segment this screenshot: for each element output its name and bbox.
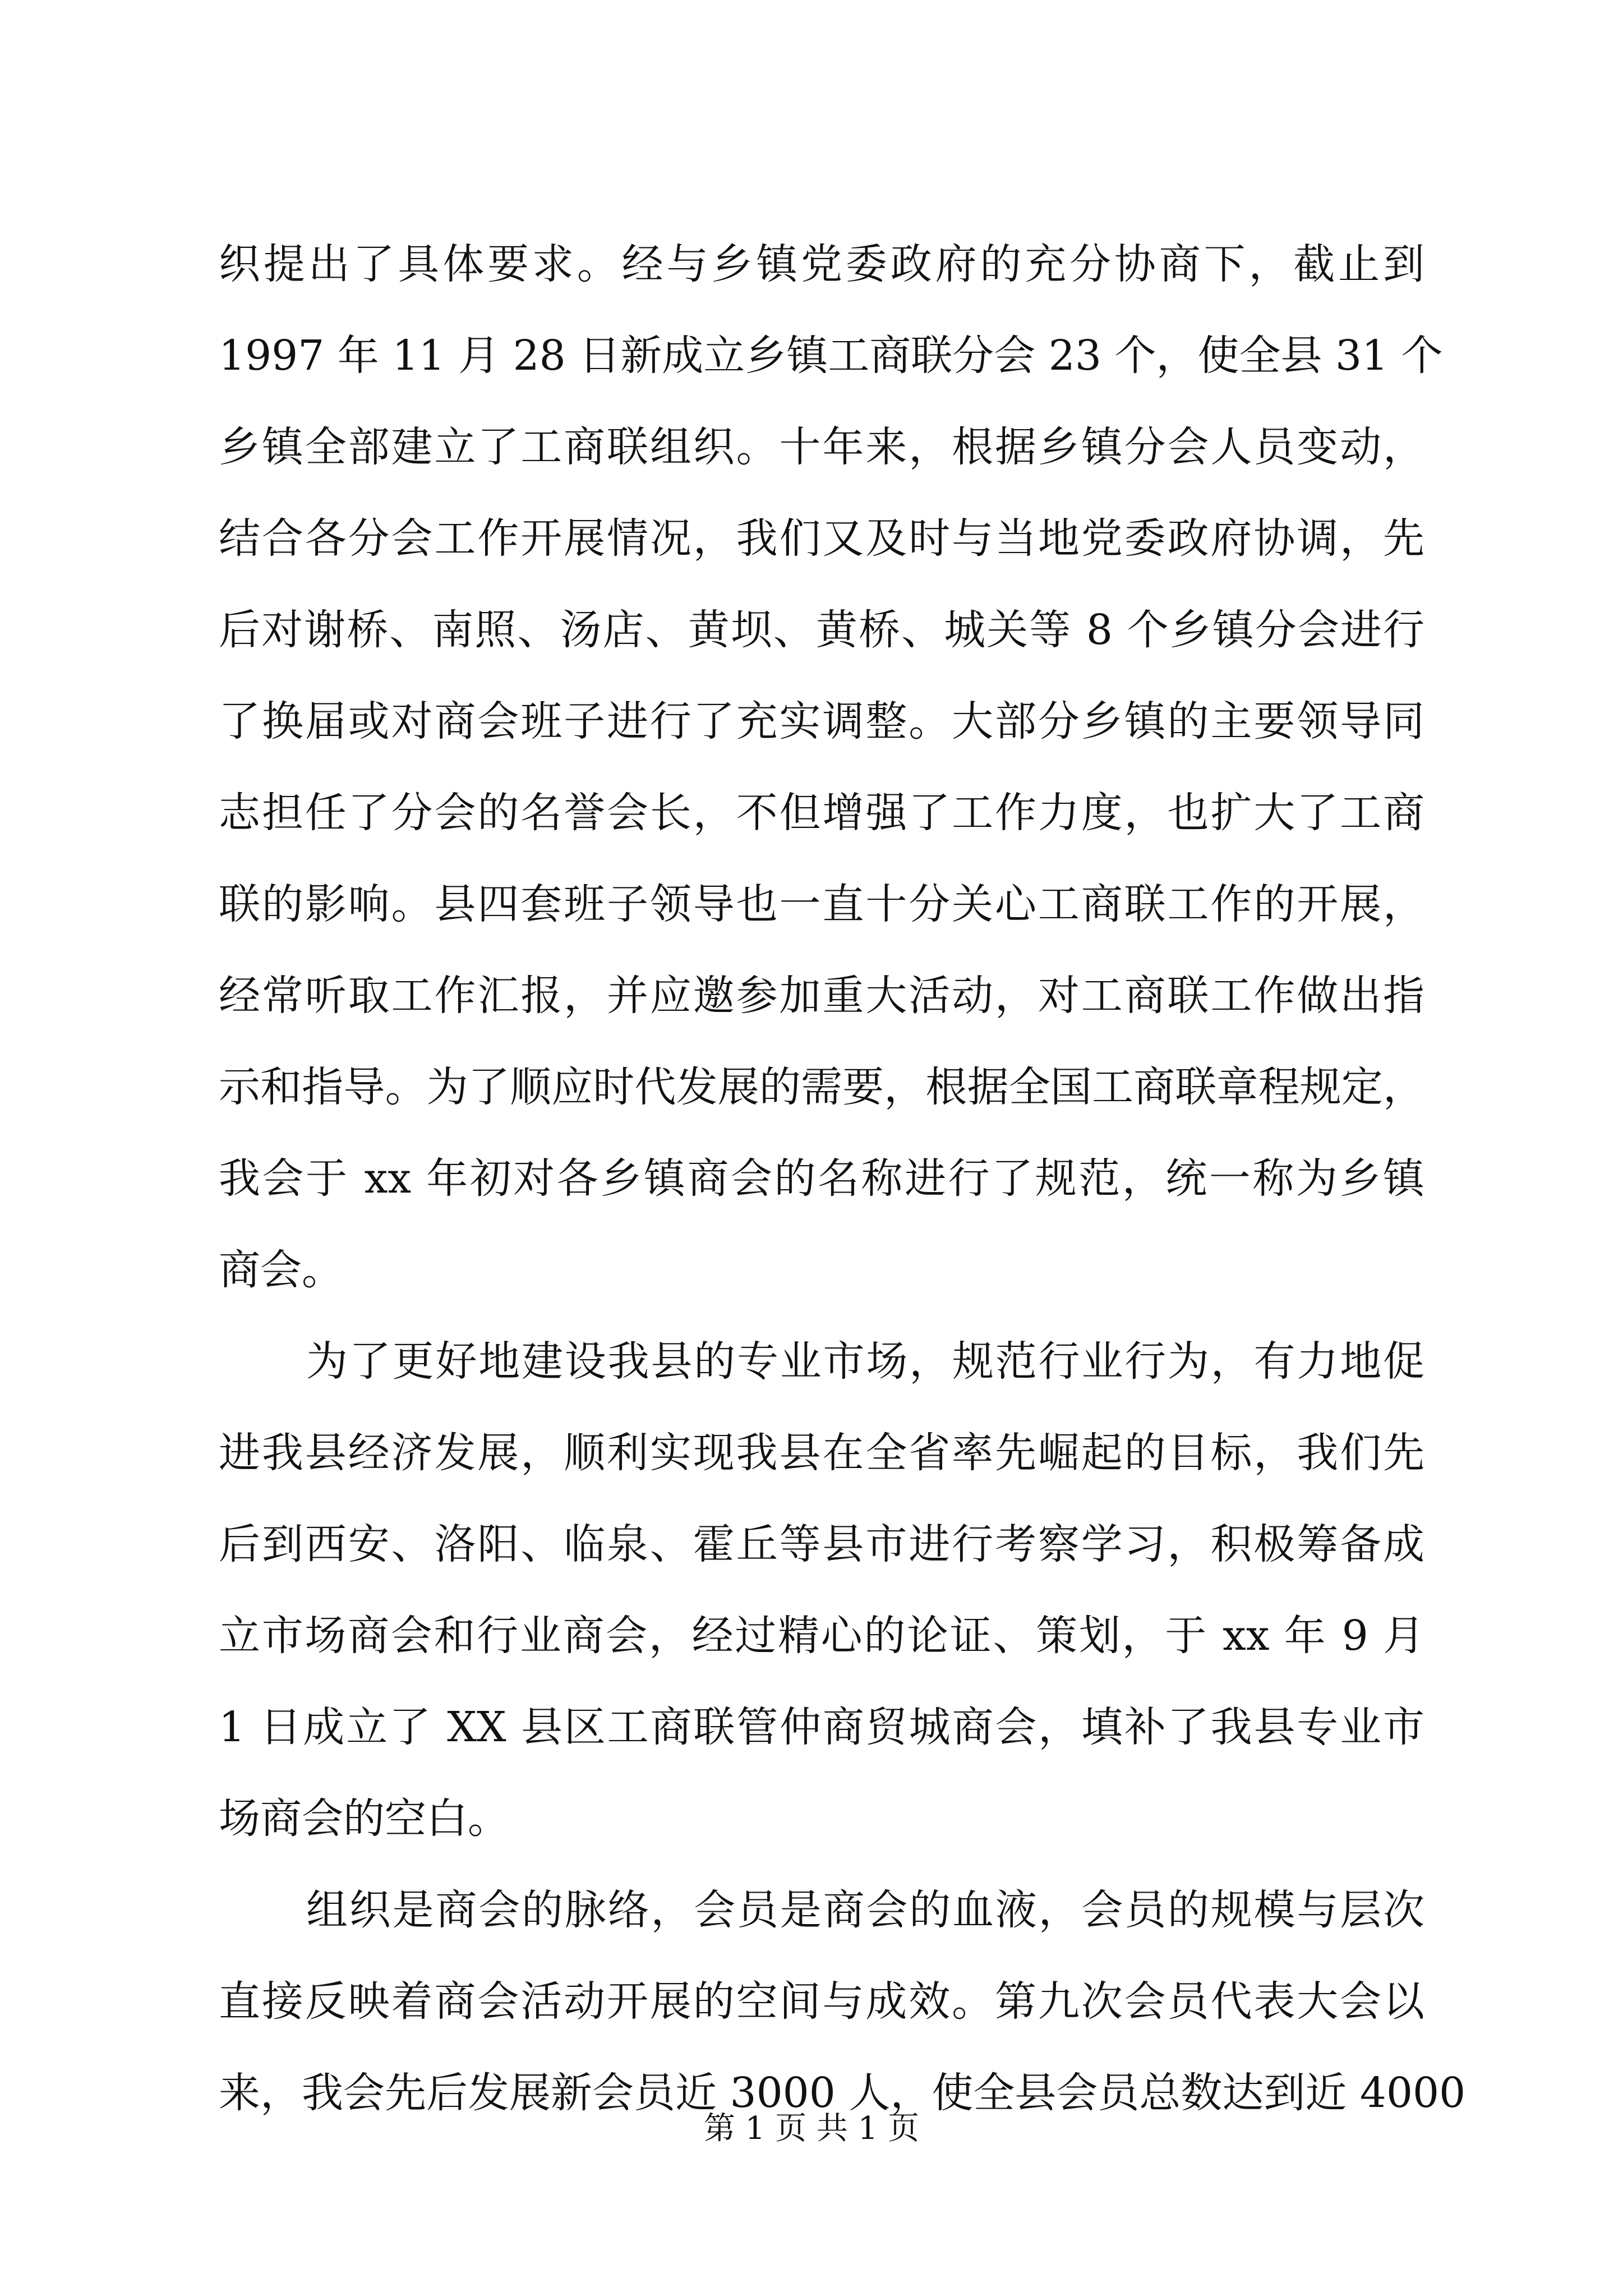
text-line: 进我县经济发展，顺利实现我县在全省率先崛起的目标，我们先 — [219, 1429, 1424, 1477]
text-line: 商会。 — [219, 1246, 343, 1294]
text-line: 场商会的空白。 — [219, 1795, 509, 1843]
text-line: 经常听取工作汇报，并应邀参加重大活动，对工商联工作做出指 — [219, 972, 1424, 1020]
text-line: 织提出了具体要求。经与乡镇党委政府的充分协商下，截止到 — [219, 240, 1424, 288]
text-line: 我会于 xx 年初对各乡镇商会的名称进行了规范，统一称为乡镇 — [219, 1154, 1424, 1203]
page-footer: 第 1 页 共 1 页 — [703, 2110, 920, 2147]
text-line: 示和指导。为了顺应时代发展的需要，根据全国工商联章程规定， — [219, 1063, 1424, 1111]
text-line: 志担任了分会的名誉会长，不但增强了工作力度，也扩大了工商 — [219, 789, 1424, 837]
text-line: 立市场商会和行业商会，经过精心的论证、策划，于 xx 年 9 月 — [219, 1612, 1424, 1660]
text-line: 后到西安、洛阳、临泉、霍丘等县市进行考察学习，积极筹备成 — [219, 1520, 1424, 1568]
text-line: 组织是商会的脉络，会员是商会的血液，会员的规模与层次 — [306, 1886, 1424, 1934]
text-line: 直接反映着商会活动开展的空间与成效。第九次会员代表大会以 — [219, 1977, 1424, 2026]
text-line: 了换届或对商会班子进行了充实调整。大部分乡镇的主要领导同 — [219, 697, 1424, 746]
text-line: 结合各分会工作开展情况，我们又及时与当地党委政府协调，先 — [219, 514, 1424, 563]
text-line: 为了更好地建设我县的专业市场，规范行业行为，有力地促 — [306, 1337, 1424, 1386]
text-line: 1 日成立了 XX 县区工商联管仲商贸城商会，填补了我县专业市 — [219, 1703, 1424, 1751]
text-line: 联的影响。县四套班子领导也一直十分关心工商联工作的开展， — [219, 880, 1424, 928]
text-line: 来，我会先后发展新会员近 3000 人，使全县会员总数达到近 4000 — [219, 2069, 1466, 2117]
text-line: 后对谢桥、南照、汤店、黄坝、黄桥、城关等 8 个乡镇分会进行 — [219, 606, 1424, 654]
document-body — [219, 219, 1466, 2139]
text-line: 乡镇全部建立了工商联组织。十年来，根据乡镇分会人员变动， — [219, 423, 1424, 471]
text-line: 1997 年 11 月 28 日新成立乡镇工商联分会 23 个，使全县 31 个 — [219, 332, 1443, 380]
